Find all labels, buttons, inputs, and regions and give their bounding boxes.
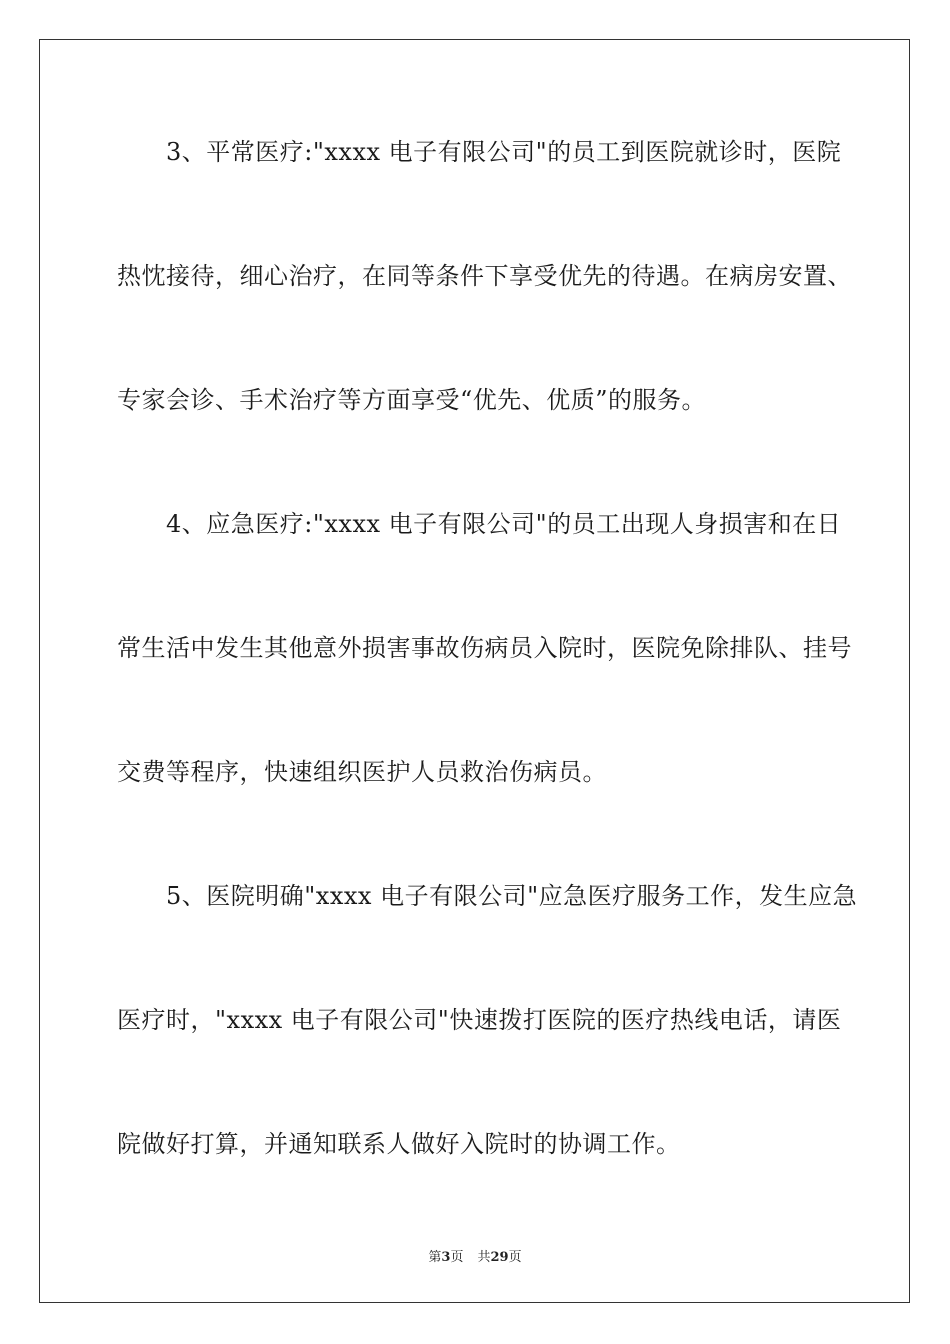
page-suffix: 页 [450,1250,464,1265]
page-border [39,39,910,1303]
paragraph-4-line-3: 交费等程序，快速组织医护人员救治伤病员。 [117,758,607,786]
paragraph-5-line-3: 院做好打算，并通知联系人做好入院时的协调工作。 [117,1130,681,1158]
paragraph-5-line-2: 医疗时，"xxxx 电子有限公司"快速拨打医院的医疗热线电话，请医 [117,1006,842,1034]
paragraph-3-line-3: 专家会诊、手术治疗等方面享受“优先、优质”的服务。 [117,386,707,414]
page-prefix: 第 [428,1250,442,1265]
paragraph-3-line-1: 3、平常医疗:"xxxx 电子有限公司"的员工到医院就诊时，医院 [117,138,842,166]
paragraph-5-line-1: 5、医院明确"xxxx 电子有限公司"应急医疗服务工作，发生应急 [117,882,858,910]
paragraph-4-line-2: 常生活中发生其他意外损害事故伤病员入院时，医院免除排队、挂号 [117,634,852,662]
total-prefix: 共 [477,1250,491,1265]
total-suffix: 页 [508,1250,522,1265]
page-number: 3 [441,1250,451,1265]
paragraph-3-line-2: 热忱接待，细心治疗，在同等条件下享受优先的待遇。在病房安置、 [117,262,852,290]
page-footer [0,1250,950,1266]
paragraph-4-line-1: 4、应急医疗:"xxxx 电子有限公司"的员工出现人身损害和在日 [117,510,842,538]
total-pages: 29 [490,1250,509,1265]
